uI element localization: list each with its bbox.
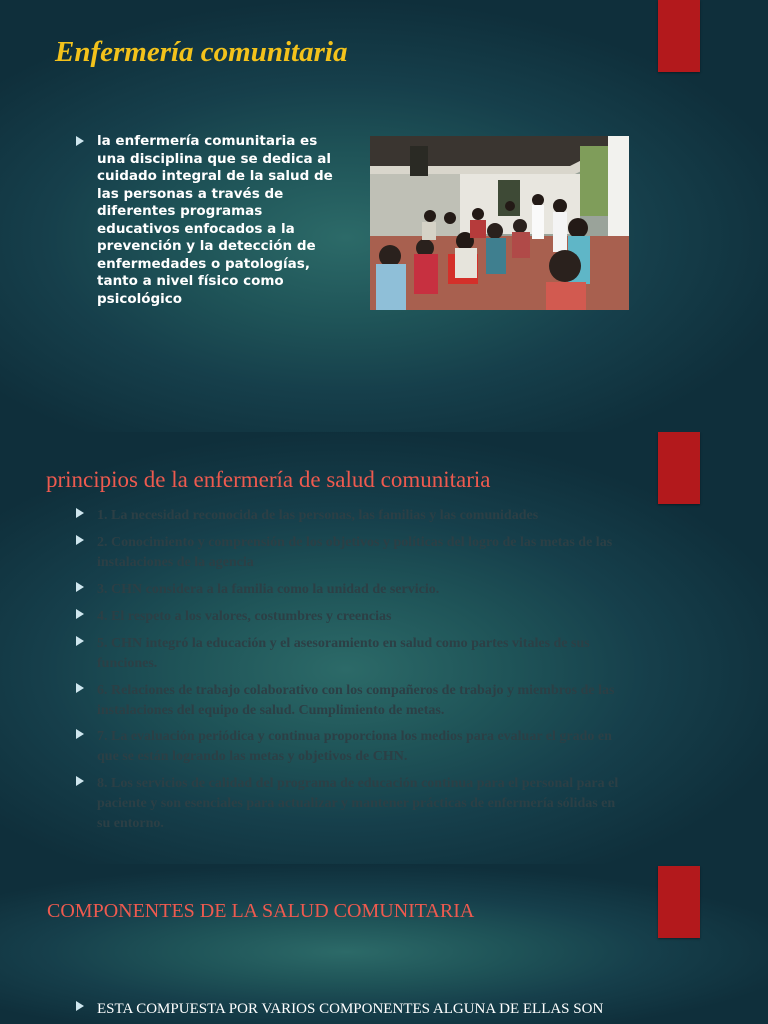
list-item: 8. Los servicios de calidad del programa de educación continua para el personal para el paciente y son esenciales para actualizar y mantener prácticas de enfermería sólidas en su entorno. bbox=[97, 776, 619, 831]
bullet-arrow-icon bbox=[76, 535, 84, 545]
list-item: 4. El respeto a los valores, costumbres y creencias bbox=[97, 609, 392, 624]
red-accent-tab bbox=[658, 432, 700, 504]
principles-heading: principios de la enfermería de salud comunitaria bbox=[46, 467, 491, 492]
bullet-arrow-icon bbox=[76, 683, 84, 693]
intro-paragraph: la enfermería comunitaria es una disciplina que se dedica al cuidado integral de la salud de las personas a través de diferentes programas educativos enfocados a la prevención y la detección de enfermedades o patologías, tanto a nivel físico como psicológico bbox=[97, 133, 333, 307]
red-accent-tab bbox=[658, 0, 700, 72]
community-meeting-photo bbox=[370, 136, 629, 310]
list-item: 5. CHN integró la educación y el asesoramiento en salud como partes vitales de sus funciones. bbox=[97, 636, 590, 671]
slide-title: Enfermería comunitaria bbox=[55, 36, 348, 68]
bullet-arrow-icon bbox=[76, 1001, 84, 1011]
bullet-arrow-icon bbox=[76, 609, 84, 619]
list-item: 7. La evaluación periódica y continua proporciona los medios para evaluar el grado en que se están logrando las metas y objetivos de CHN. bbox=[97, 729, 612, 764]
bullet-arrow-icon bbox=[76, 729, 84, 739]
bullet-arrow-icon bbox=[76, 136, 84, 146]
list-item: 6. Relaciones de trabajo colaborativo con los compañeros de trabajo y miembros de las instalaciones del equipo de salud. Cumplimiento de metas. bbox=[97, 683, 615, 718]
list-item: 1. La necesidad reconocida de las personas, las familias y las comunidades bbox=[97, 508, 539, 523]
slide-community-nursing bbox=[0, 0, 768, 432]
red-accent-tab bbox=[658, 866, 700, 938]
list-item: 2. Conocimiento y comprensión de los objetivos y políticas del logro de las metas de las instalaciones de la agencia bbox=[97, 535, 613, 570]
bullet-arrow-icon bbox=[76, 508, 84, 518]
bullet-arrow-icon bbox=[76, 776, 84, 786]
components-item: ESTA COMPUESTA POR VARIOS COMPONENTES ALGUNA DE ELLAS SON bbox=[97, 1001, 604, 1017]
list-item: 3. CHN considera a la familia como la unidad de servicio. bbox=[97, 582, 440, 597]
bullet-arrow-icon bbox=[76, 636, 84, 646]
bullet-arrow-icon bbox=[76, 582, 84, 592]
components-heading: COMPONENTES DE LA SALUD COMUNITARIA bbox=[47, 900, 475, 922]
